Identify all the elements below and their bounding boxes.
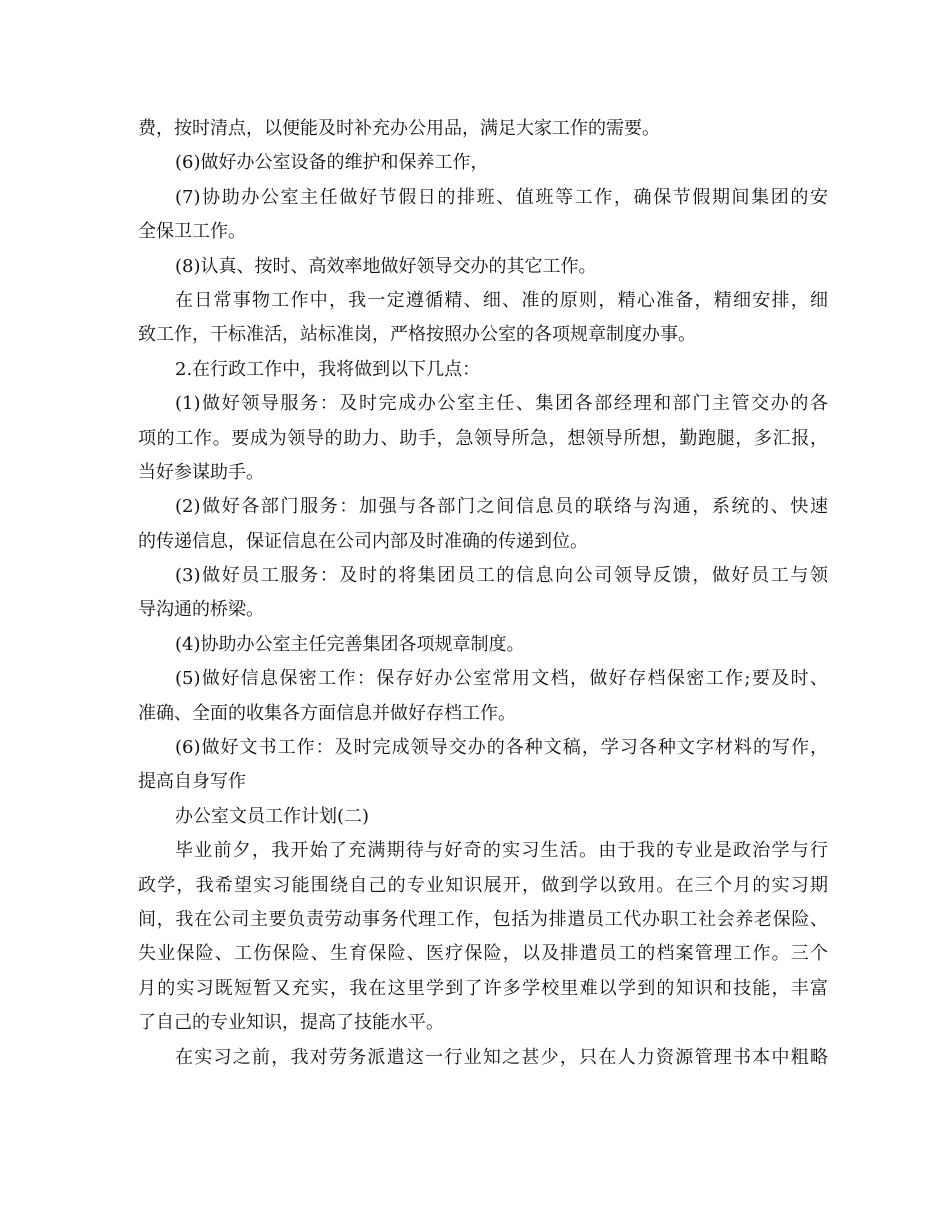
text-line: 间，我在公司主要负责劳动事务代理工作，包括为排遣员工代办职工社会养老保险、 [138,908,828,930]
text-line: 项的工作。要成为领导的助力、助手，急领导所急，想领导所想，勤跑腿，多汇报， [138,427,828,449]
text-line: 全保卫工作。 [138,221,246,243]
text-line: 在日常事物工作中，我一定遵循精、细、准的原则，精心准备，精细安排，细 [175,289,828,311]
text-line: 费，按时清点，以便能及时补充办公用品，满足大家工作的需要。 [138,118,660,139]
section-heading: 办公室文员工作计划(二) [175,805,370,827]
text-line: 失业保险、工伤保险、生育保险、医疗保险，以及排遣员工的档案管理工作。三个 [138,943,828,965]
text-line: 当好参谋助手。 [138,461,264,483]
text-line: (8)认真、按时、高效率地做好领导交办的其它工作。 [175,255,597,277]
text-line: 2.在行政工作中，我将做到以下几点： [175,358,481,380]
text-line: (3)做好员工服务：及时的将集团员工的信息向公司领导反馈，做好员工与领 [175,565,828,587]
text-line: (5)做好信息保密工作：保存好办公室常用文档，做好存档保密工作;要及时、 [175,668,828,690]
text-line: 政学，我希望实习能围绕自己的专业知识展开，做到学以致用。在三个月的实习期 [138,874,828,896]
text-line: (2)做好各部门服务：加强与各部门之间信息员的联络与沟通，系统的、快速 [175,496,828,518]
text-line: 的传递信息，保证信息在公司内部及时准确的传递到位。 [138,530,588,552]
text-line: 导沟通的桥梁。 [138,599,264,621]
text-line: (4)协助办公室主任完善集团各项规章制度。 [175,633,525,655]
text-line: 准确、全面的收集各方面信息并做好存档工作。 [138,702,516,724]
text-line: 提高自身写作 [138,771,246,793]
text-line: (7)协助办公室主任做好节假日的排班、值班等工作，确保节假期间集团的安 [175,186,828,208]
document-body [138,112,828,1075]
text-line: (6)做好办公室设备的维护和保养工作， [175,152,489,174]
text-line: 毕业前夕，我开始了充满期待与好奇的实习生活。由于我的专业是政治学与行 [175,840,828,862]
text-line: (6)做好文书工作：及时完成领导交办的各种文稿，学习各种文字材料的写作， [175,737,828,759]
text-line: 致工作，干标准活，站标准岗，严格按照办公室的各项规章制度办事。 [138,324,696,346]
text-line: 了自己的专业知识，提高了技能水平。 [138,1012,444,1034]
text-line: 在实习之前，我对劳务派遣这一行业知之甚少，只在人力资源管理书本中粗略 [175,1046,828,1068]
text-line: (1)做好领导服务：及时完成办公室主任、集团各部经理和部门主管交办的各 [175,393,828,415]
text-line: 月的实习既短暂又充实，我在这里学到了许多学校里难以学到的知识和技能，丰富 [138,977,828,999]
